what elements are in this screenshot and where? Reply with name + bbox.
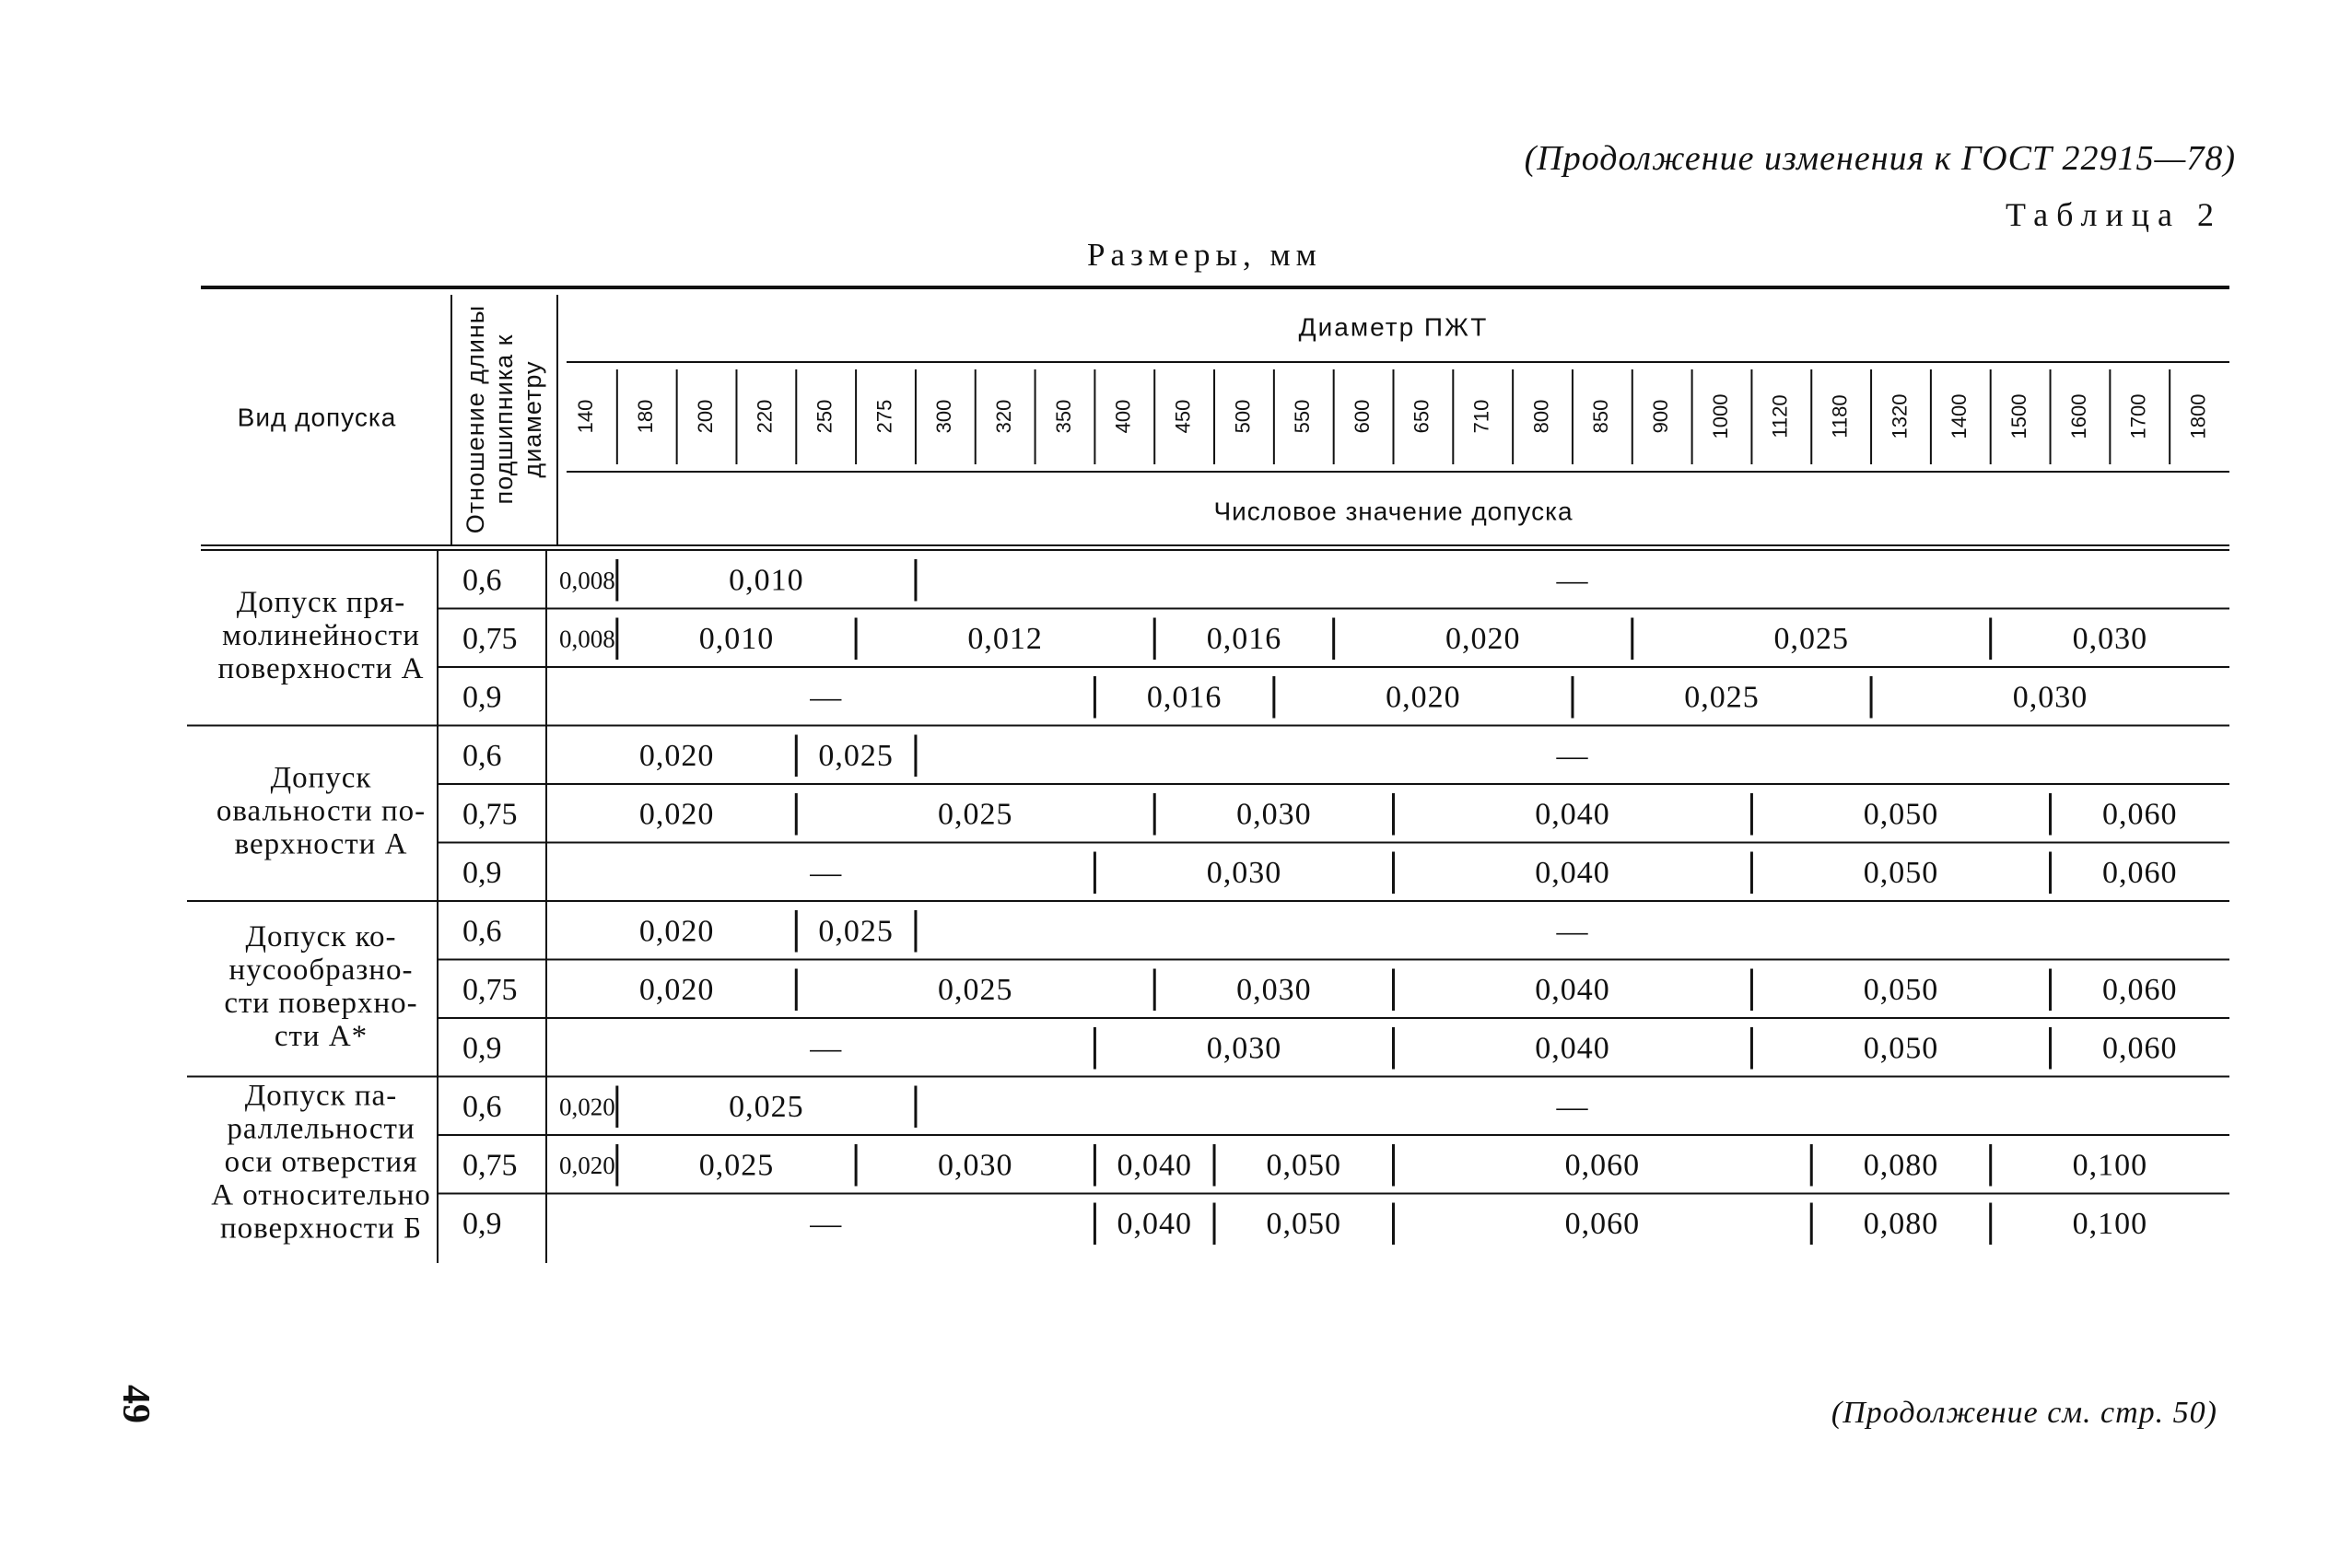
diameter-value: 1600 — [2066, 393, 2090, 439]
tolerance-type-label: молинейности — [222, 618, 420, 652]
ratio-value: 0,75 — [462, 797, 518, 832]
diameter-value: 200 — [693, 399, 717, 434]
tolerance-value: 0,030 — [938, 1148, 1013, 1183]
tolerance-value: 0,040 — [1117, 1207, 1192, 1242]
tolerance-value: 0,025 — [818, 739, 894, 774]
diameter-value: 1700 — [2126, 393, 2150, 439]
tolerance-value: 0,020 — [1386, 680, 1461, 715]
tolerance-value: 0,025 — [729, 1090, 804, 1125]
tolerance-value: 0,050 — [1266, 1148, 1342, 1183]
page-number: 49 — [114, 1385, 157, 1423]
tolerance-type-label: верхности А — [234, 827, 408, 861]
units-caption: Размеры, мм — [1087, 237, 1322, 273]
tolerance-value: 0,060 — [2102, 1031, 2178, 1066]
tolerance-type-label: Допуск — [270, 761, 372, 795]
tolerance-value: 0,040 — [1535, 856, 1610, 891]
tolerance-value: 0,030 — [1206, 1031, 1282, 1066]
column-header-ratio: подшипника к — [490, 333, 519, 505]
diameter-value: 180 — [634, 399, 658, 434]
tolerance-value: — — [1556, 739, 1589, 774]
tolerance-value: — — [810, 856, 843, 891]
tolerance-value: 0,016 — [1146, 680, 1222, 715]
ratio-value: 0,9 — [462, 1031, 502, 1066]
column-header-ratio: Отношение длины — [462, 304, 490, 534]
tolerance-value: 0,050 — [1863, 856, 1939, 891]
tolerance-value: 0,100 — [2072, 1207, 2148, 1242]
tolerance-value: — — [810, 1207, 843, 1242]
tolerance-value: 0,060 — [1564, 1148, 1641, 1183]
column-header-type: Вид допуска — [237, 403, 397, 432]
tolerance-value: 0,020 — [638, 797, 715, 832]
tolerance-value: 0,020 — [638, 739, 715, 774]
tolerance-value: 0,060 — [2102, 973, 2178, 1008]
diameter-value: 1800 — [2186, 393, 2210, 439]
diameter-value: 450 — [1171, 399, 1195, 434]
diameter-value: 1400 — [1948, 393, 1971, 439]
tolerance-value: 0,060 — [2102, 856, 2178, 891]
tolerance-value: 0,060 — [1564, 1207, 1641, 1242]
tolerance-value: 0,050 — [1863, 1031, 1939, 1066]
tolerance-value: 0,050 — [1863, 797, 1939, 832]
ratio-value: 0,75 — [462, 622, 518, 657]
tolerance-value: 0,020 — [638, 973, 715, 1008]
diameter-value: 600 — [1350, 399, 1374, 434]
tolerance-value: 0,060 — [2102, 797, 2178, 832]
diameter-value: 710 — [1469, 399, 1493, 434]
ratio-value: 0,6 — [462, 739, 502, 774]
tolerance-type-label: поверхности Б — [219, 1211, 423, 1246]
diameter-value: 140 — [574, 399, 598, 434]
tolerance-type-label: Допуск пря- — [236, 585, 406, 619]
diameter-label: Диаметр ПЖТ — [1298, 312, 1489, 342]
diameter-value: 850 — [1589, 399, 1613, 434]
diameter-value: 1180 — [1828, 394, 1852, 439]
value-label: Числовое значение допуска — [1213, 497, 1573, 526]
tolerance-type-label: Допуск па- — [244, 1079, 398, 1113]
tolerance-value: 0,030 — [1206, 856, 1282, 891]
tolerance-value: 0,050 — [1863, 973, 1939, 1008]
diameter-value: 400 — [1111, 399, 1135, 434]
diameter-value: 220 — [753, 399, 777, 434]
tolerance-value: 0,040 — [1535, 1031, 1610, 1066]
diameter-value: 1500 — [2006, 393, 2030, 439]
tolerance-value: 0,025 — [938, 797, 1013, 832]
tolerance-value: 0,016 — [1206, 622, 1282, 657]
tolerance-value: 0,030 — [1236, 797, 1312, 832]
table-label: Таблица 2 — [2006, 196, 2222, 233]
tolerance-value: 0,020 — [559, 1093, 615, 1121]
tolerance-value: 0,008 — [559, 566, 615, 594]
tolerance-value: — — [810, 680, 843, 715]
tolerance-type-label: сти поверхно- — [224, 986, 418, 1020]
tolerance-value: 0,030 — [2072, 622, 2148, 657]
tolerance-type-label: раллельности — [227, 1112, 415, 1146]
diameter-value: 250 — [813, 399, 836, 434]
tolerance-value: — — [810, 1031, 843, 1066]
tolerance-value: 0,030 — [2012, 680, 2088, 715]
ratio-value: 0,9 — [462, 680, 502, 715]
ratio-value: 0,6 — [462, 1090, 502, 1125]
tolerance-value: 0,020 — [1445, 622, 1521, 657]
tolerance-value: 0,040 — [1117, 1148, 1192, 1183]
tolerance-value: 0,025 — [1684, 680, 1760, 715]
tolerance-value: — — [1556, 563, 1589, 598]
ratio-value: 0,6 — [462, 914, 502, 949]
tolerance-type-label: поверхности А — [217, 651, 425, 685]
tolerance-type-label: сти А* — [274, 1019, 369, 1053]
tolerance-value: 0,012 — [967, 622, 1043, 657]
diameter-value: 320 — [991, 399, 1015, 434]
tolerance-value: 0,025 — [818, 914, 894, 949]
tolerance-type-label: А относительно — [211, 1178, 431, 1212]
tolerance-value: — — [1556, 914, 1589, 949]
tolerance-value: 0,020 — [559, 1151, 615, 1179]
diameter-value: 500 — [1231, 399, 1255, 434]
diameter-value: 1320 — [1888, 393, 1912, 439]
ratio-value: 0,9 — [462, 1207, 502, 1242]
tolerance-value: — — [1556, 1090, 1589, 1125]
diameter-value: 300 — [932, 399, 956, 434]
tolerance-value: 0,040 — [1535, 797, 1610, 832]
tolerance-value: 0,010 — [698, 622, 775, 657]
tolerance-value: 0,025 — [1773, 622, 1849, 657]
diameter-value: 1000 — [1708, 393, 1732, 439]
tolerance-value: 0,025 — [938, 973, 1013, 1008]
tolerance-value: 0,008 — [559, 625, 615, 653]
tolerance-value: 0,025 — [698, 1148, 775, 1183]
tolerance-type-label: овальности по- — [216, 794, 427, 828]
ratio-value: 0,9 — [462, 856, 502, 891]
diameter-value: 1120 — [1768, 394, 1792, 439]
column-header-ratio: диаметру — [519, 360, 547, 478]
continuation-header: (Продолжение изменения к ГОСТ 22915—78) — [1524, 139, 2236, 178]
tolerance-value: 0,080 — [1863, 1148, 1939, 1183]
tolerance-value: 0,100 — [2072, 1148, 2148, 1183]
tolerance-value: 0,080 — [1863, 1207, 1939, 1242]
diameter-value: 550 — [1291, 399, 1315, 434]
diameter-value: 350 — [1051, 399, 1075, 434]
ratio-value: 0,75 — [462, 973, 518, 1008]
tolerance-value: 0,020 — [638, 914, 715, 949]
tolerance-type-label: Допуск ко- — [245, 919, 397, 954]
tolerance-type-label: нусообразно- — [228, 953, 414, 987]
ratio-value: 0,6 — [462, 563, 502, 598]
diameter-value: 275 — [872, 399, 896, 434]
continuation-footer: (Продолжение см. стр. 50) — [1831, 1396, 2217, 1430]
tolerance-value: 0,050 — [1266, 1207, 1342, 1242]
diameter-value: 800 — [1529, 399, 1553, 434]
tolerance-value: 0,010 — [729, 563, 804, 598]
diameter-value: 650 — [1410, 399, 1433, 434]
tolerance-value: 0,030 — [1236, 973, 1312, 1008]
diameter-value: 900 — [1649, 399, 1673, 434]
ratio-value: 0,75 — [462, 1148, 518, 1183]
tolerance-type-label: оси отверстия — [224, 1145, 418, 1179]
tolerance-value: 0,040 — [1535, 973, 1610, 1008]
